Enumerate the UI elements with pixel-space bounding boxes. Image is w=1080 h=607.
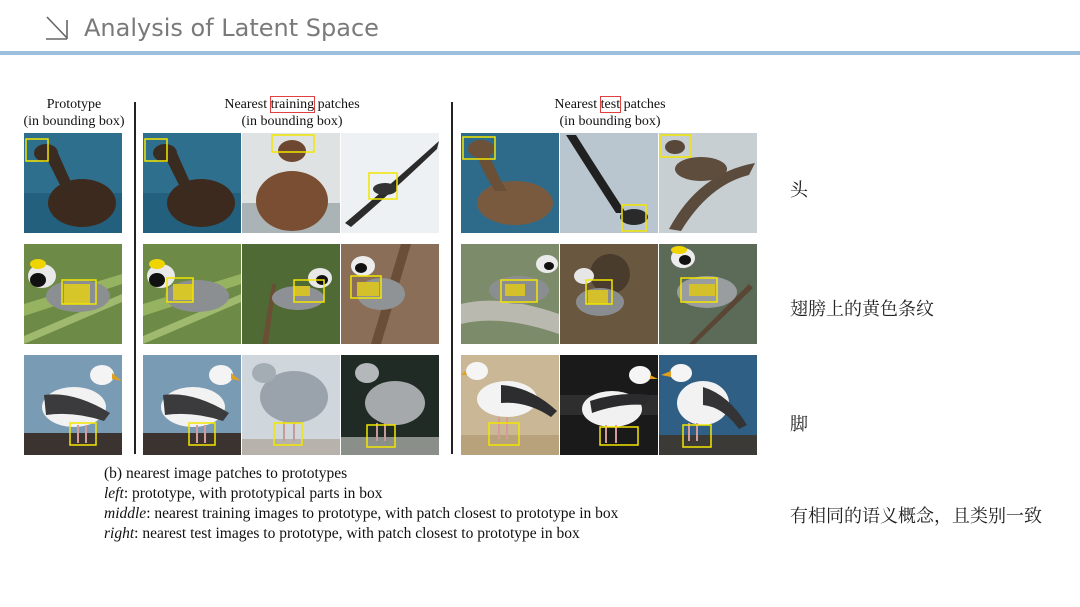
test-image-gull-1 (461, 355, 559, 455)
figure-caption (104, 464, 618, 544)
summary-note: 有相同的语义概念，且类别一致 (790, 506, 1042, 527)
training-image-gull-3 (341, 355, 439, 455)
row-note-wing: 翅膀上的黄色条纹 (790, 299, 934, 320)
caption-line-1: (b) nearest image patches to prototypes (104, 465, 348, 482)
training-image-albatross-2 (242, 133, 340, 233)
training-image-gull-1 (143, 355, 241, 455)
prototype-image-albatross (24, 133, 122, 233)
prototype-heading-line2: (in bounding box) (23, 114, 125, 129)
slide-title: Analysis of Latent Space (84, 14, 379, 42)
test-image-gull-2 (560, 355, 658, 455)
prototype-heading-line1: Prototype (46, 97, 102, 112)
prototype-image-gull (24, 355, 122, 455)
training-heading-pre: Nearest (224, 97, 271, 112)
training-column-heading (142, 96, 442, 130)
test-image-warbler-2 (560, 244, 658, 344)
corner-arrow-icon (44, 14, 70, 42)
test-image-warbler-1 (461, 244, 559, 344)
training-heading-post: patches (314, 97, 360, 112)
training-image-warbler-2 (242, 244, 340, 344)
header-divider (0, 51, 1080, 55)
training-heading-line2: (in bounding box) (241, 114, 343, 129)
slide-header (0, 0, 1080, 56)
column-divider-left (134, 102, 136, 454)
row-note-feet: 脚 (790, 414, 808, 435)
prototype-column-heading (14, 96, 134, 130)
training-image-albatross-3 (341, 133, 439, 233)
test-image-albatross-2 (560, 133, 658, 233)
training-highlight: training (270, 97, 315, 112)
test-heading-post: patches (620, 97, 666, 112)
test-heading-pre: Nearest (554, 97, 601, 112)
test-column-heading (460, 96, 760, 130)
prototype-image-warbler (24, 244, 122, 344)
test-image-albatross-1 (461, 133, 559, 233)
test-image-warbler-3 (659, 244, 757, 344)
training-image-warbler-3 (341, 244, 439, 344)
test-image-albatross-3 (659, 133, 757, 233)
test-highlight: test (600, 97, 621, 112)
caption-line-4: right: nearest test images to prototype, with patch closest to prototype in box (104, 525, 580, 542)
training-image-gull-2 (242, 355, 340, 455)
caption-line-2: left: prototype, with prototypical parts in box (104, 485, 383, 502)
training-image-warbler-1 (143, 244, 241, 344)
test-image-gull-3 (659, 355, 757, 455)
training-image-albatross-1 (143, 133, 241, 233)
caption-line-3: middle: nearest training images to prototype, with patch closest to prototype in box (104, 505, 619, 522)
test-heading-line2: (in bounding box) (559, 114, 661, 129)
column-divider-right (451, 102, 453, 454)
row-note-head: 头 (790, 180, 808, 201)
